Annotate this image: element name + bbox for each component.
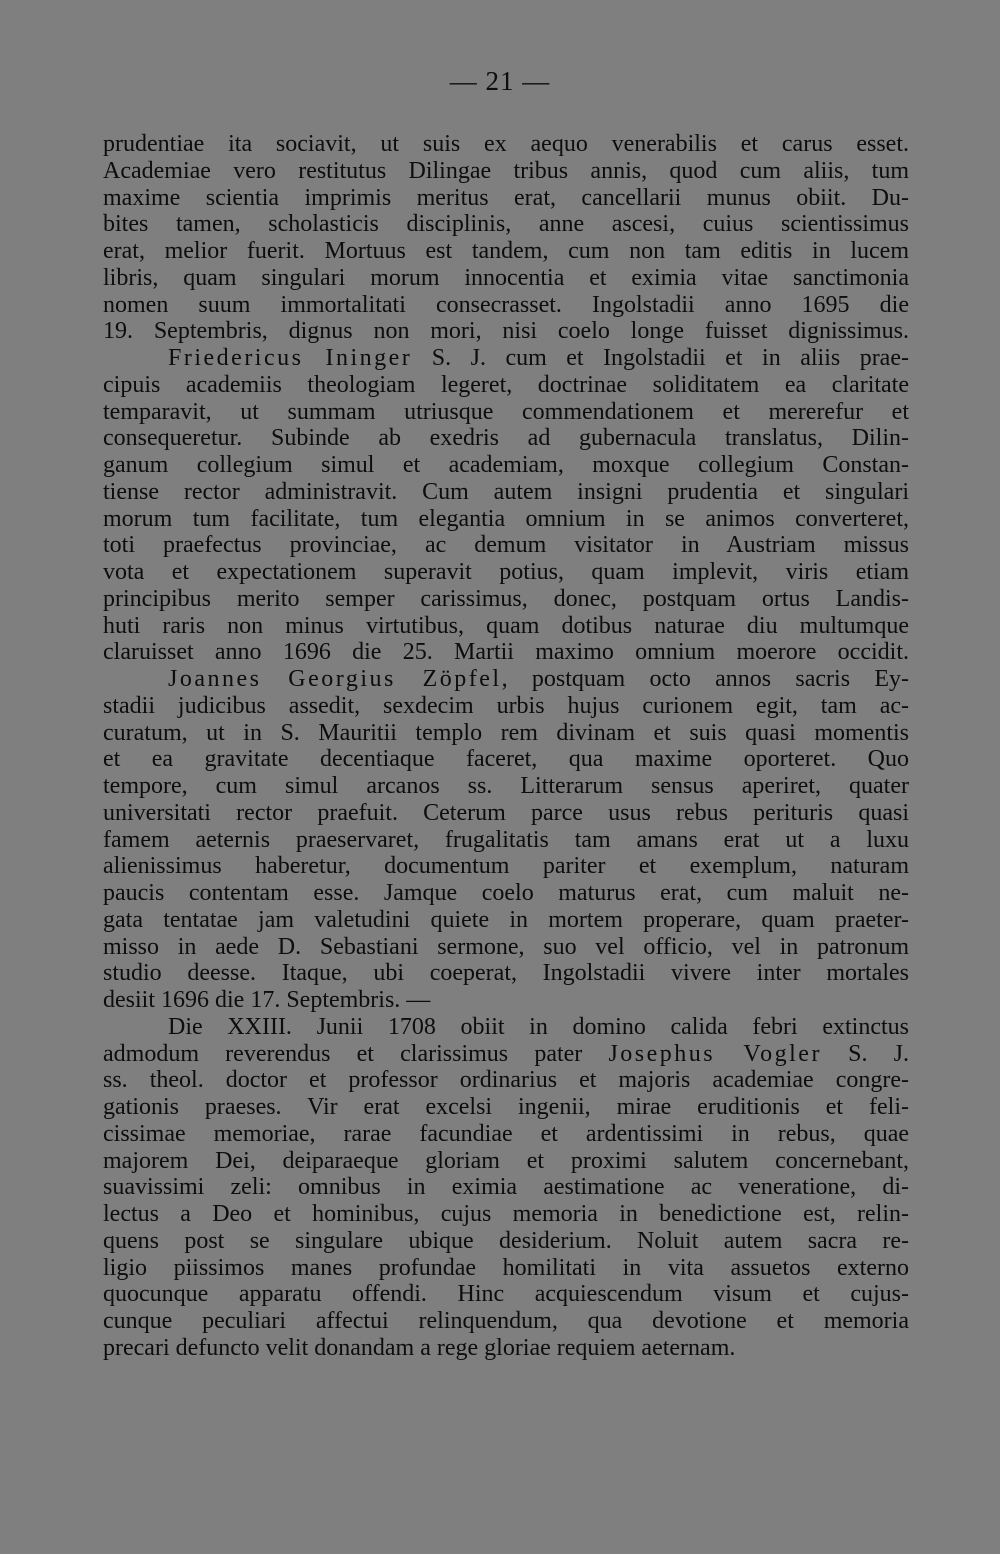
text-line: tempore, cum simul arcanos ss. Litterarum sensus aperiret, quater [103, 773, 909, 799]
line-rest: , postquam octo annos sacris Ey- [501, 666, 909, 692]
text-line: stadii judicibus assedit, sexdecim urbis hujus curionem egit, tam ac- [103, 692, 909, 719]
text-line: paucis contentam esse. Jamque coelo maturus erat, cum maluit ne- [103, 880, 909, 906]
text-line: universitati rector praefuit. Ceterum parce usus rebus perituris quasi [103, 799, 909, 826]
text-line: temparavit, ut summam utriusque commendationem et mererefur et [103, 398, 909, 425]
text-line: nomen suum immortalitati consecrasset. Ingolstadii anno 1695 die [103, 291, 909, 318]
text-line: prudentiae ita sociavit, ut suis ex aequo venerabilis et carus esset. [103, 131, 909, 157]
text-line: cipuis academiis theologiam legeret, doctrinae soliditatem ea claritate [103, 371, 909, 398]
text-line: Academiae vero restitutus Dilingae tribus annis, quod cum aliis, tum [103, 157, 909, 184]
text-line: ss. theol. doctor et professor ordinarius et majoris academiae congre- [103, 1067, 909, 1094]
paragraph-first-line: Die XXIII. Junii 1708 obiit in domino calida febri extinctus [168, 1013, 909, 1040]
text-line: bites tamen, scholasticis disciplinis, anne ascesi, cuius scientissimus [103, 211, 909, 238]
text-line: lectus a Deo et hominibus, cujus memoria in benedictione est, relin- [103, 1201, 909, 1227]
text-line: erat, melior fuerit. Mortuus est tandem, cum non tam editis in lucem [103, 238, 909, 264]
paragraph-first-line [103, 345, 909, 372]
text-line: famem aeternis praeservaret, frugalitatis tam amans erat ut a luxu [103, 826, 909, 853]
line-rest: S. J. [821, 1040, 910, 1067]
text-line: quens post se singulare ubique desiderium. Noluit autem sacra re- [103, 1227, 909, 1254]
text-line: precari defuncto velit donandam a rege gloriae requiem aeternam. [103, 1334, 736, 1361]
text-line: alienissimus haberetur, documentum pariter et exemplum, naturam [103, 853, 909, 880]
text-line: majorem Dei, deiparaeque gloriam et proximi salutem concernebant, [103, 1147, 909, 1174]
line-rest: S. J. cum et Ingolstadii et in aliis prae- [412, 345, 909, 371]
text-line: desiit 1696 die 17. Septembris. — [103, 987, 431, 1013]
text-line: maxime scientia imprimis meritus erat, cancellarii munus obiit. Du- [103, 184, 909, 211]
text-line: tiense rector administravit. Cum autem insigni prudentia et singulari [103, 478, 909, 505]
text-line: ganum collegium simul et academiam, moxque collegium Constan- [103, 452, 909, 478]
paragraph-first-line [103, 666, 909, 693]
person-name: Friedericus Ininger [168, 345, 413, 371]
page-number: — 21 — [449, 66, 551, 96]
text-line [103, 1041, 909, 1068]
person-name: Josephus Vogler [608, 1040, 822, 1067]
text-line: gata tentatae jam valetudini quiete in mortem properare, quam praeter- [103, 906, 909, 933]
text-line: vota et expectationem superavit potius, quam implevit, viris etiam [103, 559, 909, 585]
text-line: misso in aede D. Sebastiani sermone, suo vel officio, vel in patronum [103, 933, 909, 960]
text-line: et ea gravitate decentiaque faceret, qua maxime oporteret. Quo [103, 746, 909, 773]
text-line: suavissimi zeli: omnibus in eximia aestimatione ac veneratione, di- [103, 1174, 909, 1201]
text-line: morum tum facilitate, tum elegantia omnium in se animos converteret, [103, 505, 909, 532]
text-line: cunque peculiari affectui relinquendum, qua devotione et memoria [103, 1308, 909, 1334]
text-line: huti raris non minus virtutibus, quam dotibus naturae diu multumque [103, 612, 909, 639]
text-line: quocunque apparatu offendi. Hinc acquiescendum visum et cujus- [103, 1281, 909, 1308]
line-start: admodum reverendus et clarissimus pater [103, 1040, 609, 1067]
text-line: libris, quam singulari morum innocentia et eximia vitae sanctimonia [103, 264, 909, 291]
text-line: gationis praeses. Vir erat excelsi ingenii, mirae eruditionis et feli- [103, 1094, 909, 1120]
text-line: toti praefectus provinciae, ac demum visitator in Austriam missus [103, 532, 909, 559]
text-line: consequeretur. Subinde ab exedris ad gubernacula translatus, Dilin- [103, 425, 909, 452]
text-line: 19. Septembris, dignus non mori, nisi coelo longe fuisset dignissimus. [103, 318, 909, 345]
text-line: curatum, ut in S. Mauritii templo rem divinam et suis quasi momentis [103, 719, 909, 746]
text-line: principibus merito semper carissimus, donec, postquam ortus Landis- [103, 585, 909, 612]
text-line: claruisset anno 1696 die 25. Martii maximo omnium moerore occidit. [103, 639, 909, 666]
text-line: studio deesse. Itaque, ubi coeperat, Ingolstadii vivere inter mortales [103, 960, 909, 987]
body-text [103, 131, 909, 1362]
text-line: cissimae memoriae, rarae facundiae et ardentissimi in rebus, quae [103, 1120, 909, 1147]
text-line: ligio piissimos manes profundae homilitati in vita assuetos externo [103, 1254, 909, 1281]
person-name: Joannes Georgius Zöpfel [168, 666, 502, 692]
